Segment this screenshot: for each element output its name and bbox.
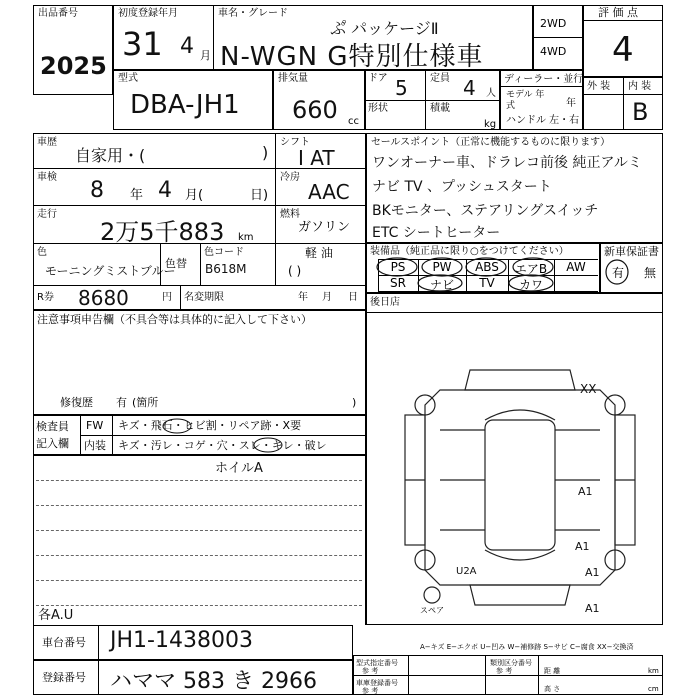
selling-label: セールスポイント（正常に機能するものに限ります） bbox=[371, 137, 611, 148]
model-year-label: モデル 年式 bbox=[506, 90, 545, 111]
equip-leather: カワ bbox=[518, 278, 543, 292]
lot-number: 2025 bbox=[40, 52, 107, 80]
inspector-note: ホイルA bbox=[215, 461, 263, 476]
ac-label: 冷房 bbox=[280, 172, 300, 183]
disp-unit: cc bbox=[348, 116, 359, 127]
capacity-label: 定員 bbox=[430, 73, 450, 84]
inspection-day: 日) bbox=[250, 188, 269, 203]
lot-label: 出品番号 bbox=[38, 8, 78, 19]
color-code: B618M bbox=[205, 262, 247, 276]
mark-a1-right: A1 bbox=[578, 485, 593, 498]
disp-value: 660 bbox=[292, 96, 338, 124]
color-label: 色 bbox=[37, 247, 47, 258]
distance-unit: km bbox=[648, 667, 659, 675]
plate-value: ハママ 583 き 2966 bbox=[110, 669, 317, 694]
equip-airbag: エアB bbox=[514, 262, 548, 276]
inspection-nen: 年 bbox=[130, 188, 144, 203]
warranty-label: 新車保証書 bbox=[604, 245, 659, 258]
load-label: 積載 bbox=[430, 103, 450, 114]
first-reg-month: 4 bbox=[180, 34, 194, 59]
selling-line2: ナビ TV 、プッシュスタート bbox=[372, 179, 552, 195]
class-no-label: 型式指定番号 bbox=[356, 659, 398, 667]
mark-u2a: U2A bbox=[456, 566, 477, 577]
equipment-circles bbox=[366, 243, 666, 298]
mileage-label: 走行 bbox=[37, 209, 57, 220]
selling-line4: ETC シートヒーター bbox=[372, 225, 501, 241]
model-label: 車名・グレード bbox=[218, 8, 288, 19]
first-reg-month-unit: 月 bbox=[200, 49, 211, 62]
repair-close: ) bbox=[352, 396, 357, 409]
equip-abs: ABS bbox=[475, 260, 499, 274]
interior-label: 内 装 bbox=[628, 81, 652, 92]
exhaust-unit: cm bbox=[648, 685, 659, 693]
mark-xx: XX bbox=[580, 382, 597, 396]
repair-place: (箇所 bbox=[132, 396, 159, 409]
equip-aw: AW bbox=[566, 260, 586, 274]
repair-has: 有 bbox=[116, 396, 127, 409]
equip-ps: PS bbox=[390, 260, 406, 274]
shape-label: 形状 bbox=[368, 103, 388, 114]
handle-label: ハンドル 左・右 bbox=[506, 115, 580, 126]
score-value: 4 bbox=[612, 30, 634, 70]
category-no-ref: 参 考 bbox=[496, 667, 513, 675]
history-close: ) bbox=[262, 143, 269, 162]
type-label: 型式 bbox=[118, 73, 138, 84]
drive-2wd: 2WD bbox=[540, 17, 567, 30]
warranty-yes: 有 bbox=[612, 266, 625, 280]
inspector-label1: 検査員 bbox=[36, 420, 69, 433]
color-value: モーニングミストブルー bbox=[45, 264, 176, 278]
notes-label: 注意事項申告欄（不具合等は具体的に記入して下さい） bbox=[37, 313, 312, 326]
score-label: 評 価 点 bbox=[598, 6, 638, 19]
warranty-no: 無 bbox=[644, 266, 657, 280]
recycle-value: 8680 bbox=[78, 286, 129, 310]
spare-label: スペア bbox=[420, 606, 444, 615]
model-year-unit: 年 bbox=[566, 98, 576, 109]
history-label: 車歴 bbox=[37, 137, 57, 148]
doors-value: 5 bbox=[395, 76, 408, 100]
name-change-label: 名変期限 bbox=[184, 292, 224, 303]
inspection-label: 車検 bbox=[37, 172, 57, 183]
selling-line3: BKモニター、ステアリングスイッチ bbox=[372, 203, 599, 219]
class-no-ref: 参 考 bbox=[362, 667, 379, 675]
recycle-label: R券 bbox=[37, 292, 54, 303]
capacity-value: 4 bbox=[463, 76, 476, 100]
equip-pw: PW bbox=[432, 260, 452, 274]
inspector-in-items: キズ・汚レ・コゲ・穴・スレ・キレ・破レ bbox=[118, 439, 327, 452]
model-line1: ぷ゚ パッケージⅡ bbox=[330, 19, 439, 38]
color-code-label: 色コード bbox=[204, 247, 244, 258]
inspection-month: 4 bbox=[158, 178, 172, 203]
disp-label: 排気量 bbox=[278, 73, 308, 84]
repaint-label: 色替 bbox=[165, 257, 187, 270]
model-line2: N-WGN G特別仕様車 bbox=[220, 42, 484, 72]
mileage-value: 2万5千883 bbox=[100, 218, 225, 246]
ac-value: AAC bbox=[308, 180, 350, 204]
car-diagram bbox=[400, 360, 640, 610]
distance-label: 距 離 bbox=[544, 667, 561, 675]
dealer-label: ディーラー・並行 bbox=[504, 74, 584, 85]
history-value: 自家用・( bbox=[75, 146, 146, 165]
category-no-label: 類別区分番号 bbox=[490, 659, 532, 667]
fuel-paren: ( ) bbox=[288, 264, 302, 278]
fuel-label: 燃料 bbox=[280, 209, 300, 220]
inspector-fw-items: キズ・飛石・ヒビ割・リペア跡・X要 bbox=[118, 419, 302, 432]
name-change-nen: 年 bbox=[298, 292, 308, 303]
shift-value: I AT bbox=[298, 146, 335, 170]
plate-label: 登録番号 bbox=[42, 671, 86, 684]
origin-label: 車庫登録番号 bbox=[356, 679, 398, 687]
equip-tv: TV bbox=[479, 276, 495, 290]
equip-navi: ナビ bbox=[429, 278, 454, 292]
exterior-label: 外 装 bbox=[587, 81, 611, 92]
mark-a1-rear: A1 bbox=[575, 540, 590, 553]
interior-value: B bbox=[632, 98, 649, 126]
first-reg-label: 初度登録年月 bbox=[118, 8, 178, 19]
inspector-fw: FW bbox=[86, 419, 104, 432]
repair-label: 修復歴 bbox=[60, 396, 93, 409]
fuel-light-oil: 軽 油 bbox=[305, 246, 333, 260]
first-reg-year: 31 bbox=[122, 25, 163, 63]
type-value: DBA-JH1 bbox=[130, 90, 240, 120]
rear-label: 後日店 bbox=[370, 297, 400, 308]
chassis-value: JH1-1438003 bbox=[110, 628, 253, 653]
drive-4wd: 4WD bbox=[540, 45, 567, 58]
name-change-day: 日 bbox=[348, 292, 358, 303]
doors-label: ドア bbox=[368, 73, 388, 84]
mark-a1-low: A1 bbox=[585, 566, 600, 579]
mileage-unit: km bbox=[238, 232, 254, 243]
exhaust-label: 高 さ bbox=[544, 685, 561, 693]
origin-ref: 参 考 bbox=[362, 687, 379, 695]
capacity-unit: 人 bbox=[486, 88, 496, 99]
rear-box bbox=[366, 293, 663, 313]
inspection-tsuki: 月( bbox=[185, 188, 204, 203]
equipment-label: 装備品（純正品に限り○をつけてください） bbox=[370, 246, 569, 257]
shift-label: シフト bbox=[280, 137, 310, 148]
name-change-tsuki: 月 bbox=[322, 292, 332, 303]
chassis-label: 車台番号 bbox=[42, 636, 86, 649]
load-unit: kg bbox=[484, 119, 497, 130]
fuel-gasoline: ガソリン bbox=[298, 220, 351, 235]
recycle-unit: 円 bbox=[162, 292, 172, 303]
legend: A−キズ E−エクボ U−凹み W−補修跡 S−サビ C−腐食 XX−交換済 bbox=[420, 643, 634, 651]
equip-sr: SR bbox=[390, 276, 406, 290]
inspector-in: 内装 bbox=[84, 439, 106, 452]
inspection-year: 8 bbox=[90, 178, 104, 203]
mark-a1-bottom: A1 bbox=[585, 602, 600, 615]
misc-note: 各A.U bbox=[38, 608, 74, 623]
inspector-circles bbox=[150, 414, 310, 456]
selling-line1: ワンオーナー車、ドラレコ前後 純正アルミ bbox=[372, 155, 642, 171]
inspector-label2: 記入欄 bbox=[36, 437, 69, 450]
